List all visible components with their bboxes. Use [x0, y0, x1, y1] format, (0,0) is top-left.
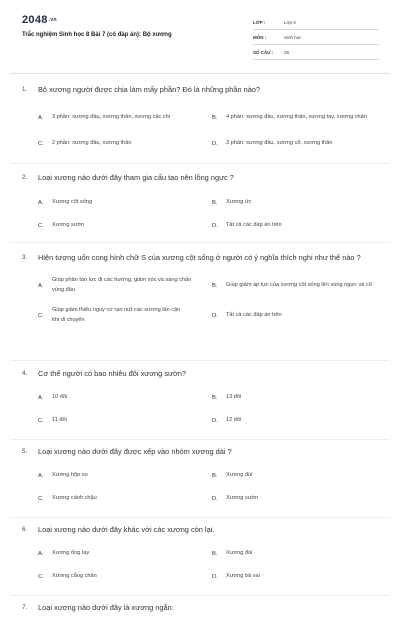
answer-option[interactable] [212, 494, 386, 504]
question-divider [10, 595, 390, 596]
question-text [10, 368, 390, 381]
answer-text: 13 đôi [226, 393, 242, 400]
answer-letter: B. [212, 394, 218, 401]
question-divider [10, 360, 390, 361]
answer-option[interactable] [212, 221, 386, 231]
answer-letter: B. [212, 199, 218, 206]
question-stem: Loại xương nào dưới đây là xương ngắn: [38, 603, 174, 612]
question-divider [10, 517, 390, 518]
answer-text: 12 đôi [226, 416, 242, 423]
question-number: 4. [22, 370, 28, 377]
answer-option[interactable] [212, 549, 386, 559]
logo-tld: .vn [48, 17, 57, 24]
question-3 [10, 252, 390, 364]
question-5 [10, 446, 390, 518]
question-divider [10, 163, 390, 164]
answer-text: Giúp giảm thiểu nguy cơ rạn nứt các xương lân cận khi di chuyển [52, 306, 181, 323]
meta-count-value: 26 [284, 50, 290, 55]
answer-text: Xương đùi [226, 471, 253, 478]
question-stem: Loại xương nào dưới đây được xếp vào nhóm xương dài ? [38, 447, 232, 456]
answer-option[interactable] [212, 113, 386, 123]
document-header [10, 6, 390, 66]
question-stem: Cơ thể người có bao nhiêu đôi xương sườn? [38, 369, 187, 378]
answer-text: 2 phần: xương đầu, xương thân [52, 139, 132, 146]
answer-text: Xương sườn [226, 494, 259, 501]
answer-text: 4 phần: xương đầu, xương thân, xương tay, xương chân [226, 113, 367, 120]
answer-text: Tất cả các đáp án trên [226, 311, 282, 318]
answer-letter: D. [212, 417, 218, 424]
question-number: 2. [22, 174, 28, 181]
question-stem: Loại xương nào dưới đây khác với các xương còn lại. [38, 525, 215, 534]
answer-option[interactable] [38, 572, 212, 582]
document-title: Trắc nghiệm Sinh học 8 Bài 7 (có đáp án): Bộ xương [22, 32, 172, 38]
answer-letter: D. [212, 312, 218, 319]
answer-text: Xương bả vai [226, 572, 260, 579]
answer-text: Xương ức [226, 198, 252, 205]
answer-option[interactable] [38, 198, 212, 208]
question-text [10, 252, 390, 265]
answer-letter: C. [38, 140, 44, 147]
answer-letter: D. [212, 140, 218, 147]
meta-subject-value: Sinh học [284, 35, 302, 40]
answer-letter: B. [212, 114, 218, 121]
answer-letter: C. [38, 495, 44, 502]
answer-option[interactable] [38, 471, 212, 481]
meta-count [253, 46, 379, 60]
question-divider [10, 242, 390, 243]
answer-option[interactable] [212, 281, 386, 291]
answer-text: 3 phần: xương đầu, xương thân, xương các chi [52, 113, 171, 120]
answer-letter: D. [212, 495, 218, 502]
question-text [10, 602, 390, 615]
question-number: 5. [22, 448, 28, 455]
meta-class-key: LỚP : [253, 20, 266, 25]
answer-text: Tất cả các đáp án trên [226, 221, 282, 228]
answer-option[interactable] [38, 393, 212, 403]
answer-letter: C. [38, 312, 44, 319]
meta-subject [253, 31, 379, 45]
answer-text: 10 đôi [52, 393, 68, 400]
header-divider [10, 73, 390, 74]
meta-count-key: SỐ CÂU : [253, 50, 274, 55]
meta-class [253, 16, 379, 30]
answer-letter: A. [38, 114, 44, 121]
answer-letter: A. [38, 282, 44, 289]
question-list [10, 84, 390, 632]
answer-grid [10, 107, 390, 155]
answer-option[interactable] [212, 198, 386, 208]
answer-text: Xương hộp sọ [52, 471, 88, 478]
answer-text: Xương ống tay [52, 549, 90, 556]
question-7 [10, 602, 390, 632]
question-2 [10, 172, 390, 243]
answer-letter: B. [212, 550, 218, 557]
answer-option[interactable] [38, 139, 212, 149]
answer-option[interactable] [212, 416, 386, 426]
answer-option[interactable] [212, 471, 386, 481]
question-number: 7. [22, 604, 28, 611]
answer-letter: C. [38, 417, 44, 424]
answer-text: 11 đôi [52, 416, 67, 423]
answer-letter: C. [38, 222, 44, 229]
answer-option[interactable] [212, 139, 386, 149]
answer-letter: C. [38, 573, 44, 580]
answer-grid [10, 545, 390, 586]
question-1 [10, 84, 390, 166]
question-divider [10, 439, 390, 440]
answer-text: Xương cẳng chân [52, 572, 97, 579]
meta-subject-key: MÔN : [253, 35, 267, 40]
answer-option[interactable] [212, 393, 386, 403]
question-number: 3. [22, 254, 28, 261]
question-number: 6. [22, 526, 28, 533]
answer-text: Giúp phân tán lực đi các hướng, giảm xóc và sang chấn vùng đầu [52, 276, 192, 293]
answer-option[interactable] [38, 549, 212, 559]
question-6 [10, 524, 390, 596]
question-text [10, 524, 390, 537]
answer-grid [10, 467, 390, 508]
site-logo[interactable] [22, 14, 57, 26]
answer-option[interactable] [38, 276, 212, 295]
answer-grid [10, 389, 390, 430]
question-stem: Bộ xương người được chia làm mấy phần? Đó là những phần nào? [38, 85, 261, 94]
question-number: 1. [22, 86, 28, 93]
answer-grid [10, 275, 390, 327]
answer-text: Xương cột sống [52, 198, 93, 205]
answer-letter: A. [38, 472, 44, 479]
answer-text: Xương sườn [52, 221, 85, 228]
answer-letter: A. [38, 550, 44, 557]
answer-option[interactable] [212, 311, 386, 321]
answer-option[interactable] [38, 221, 212, 231]
answer-grid [10, 194, 390, 235]
answer-option[interactable] [212, 572, 386, 582]
answer-letter: B. [212, 472, 218, 479]
answer-option[interactable] [38, 306, 212, 325]
answer-letter: A. [38, 394, 44, 401]
answer-option[interactable] [38, 113, 212, 123]
question-stem: Loại xương nào dưới đây tham gia cấu tạo nên lồng ngực ? [38, 173, 234, 182]
question-4 [10, 368, 390, 440]
answer-option[interactable] [38, 416, 212, 426]
answer-letter: D. [212, 573, 218, 580]
meta-class-value: Lớp 8 [284, 20, 296, 25]
answer-text: Xương cánh chậu [52, 494, 97, 501]
question-text [10, 446, 390, 459]
answer-text: 3 phần: xương đầu, xương cổ, xương thân [226, 139, 333, 146]
document-page [10, 6, 390, 612]
question-stem: Hiện tượng uốn cong hình chữ S của xương cột sống ở người có ý nghĩa thích nghi như thế nào ? [38, 253, 361, 262]
answer-option[interactable] [38, 494, 212, 504]
question-text [10, 84, 390, 97]
logo-text: 2048 [22, 14, 48, 26]
question-text [10, 172, 390, 185]
answer-text: Xương đùi [226, 549, 253, 556]
answer-letter: D. [212, 222, 218, 229]
answer-text: Giúp giảm áp lực của xương cột sống lên vùng ngực và cổ [226, 281, 372, 288]
answer-letter: B. [212, 282, 218, 289]
answer-letter: A. [38, 199, 44, 206]
